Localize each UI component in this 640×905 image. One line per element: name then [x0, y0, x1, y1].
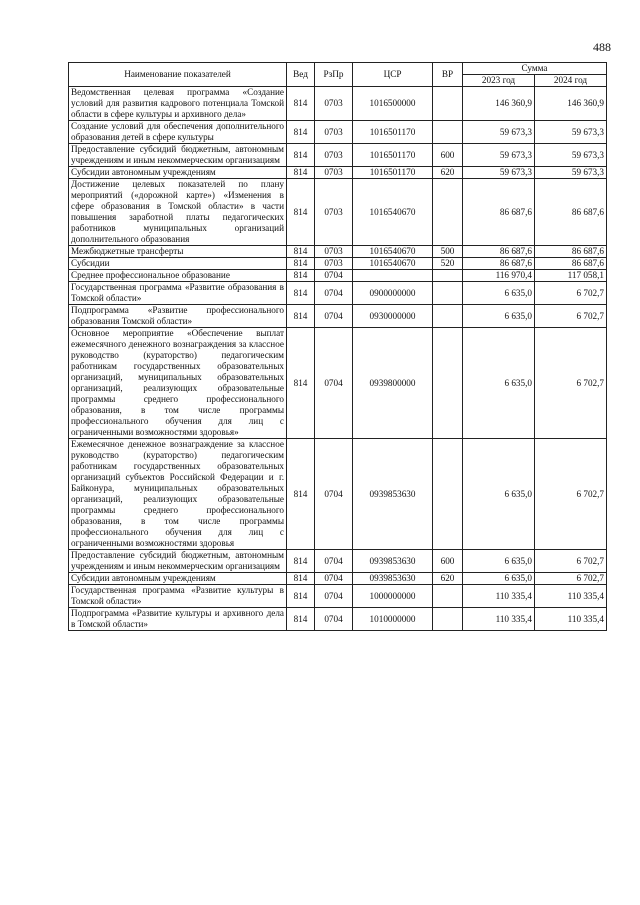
cell-y2023: 6 635,0: [463, 573, 535, 585]
table-row: [69, 167, 607, 179]
cell-y2023: 6 635,0: [463, 328, 535, 439]
table-row: [69, 258, 607, 270]
cell-y2023: 86 687,6: [463, 258, 535, 270]
cell-ved: 814: [287, 87, 315, 121]
cell-vr: [433, 270, 463, 282]
cell-vr: 600: [433, 550, 463, 573]
cell-csr: 0900000000: [353, 282, 433, 305]
cell-rzpr: 0704: [315, 305, 353, 328]
cell-csr: [353, 270, 433, 282]
cell-y2024: 6 702,7: [535, 282, 607, 305]
cell-rzpr: 0704: [315, 328, 353, 439]
cell-csr: 0939800000: [353, 328, 433, 439]
table-row: [69, 282, 607, 305]
cell-ved: 814: [287, 121, 315, 144]
cell-y2024: 6 702,7: [535, 550, 607, 573]
cell-vr: [433, 121, 463, 144]
cell-y2023: 110 335,4: [463, 585, 535, 608]
cell-y2024: 86 687,6: [535, 246, 607, 258]
cell-vr: [433, 608, 463, 631]
cell-y2024: 6 702,7: [535, 328, 607, 439]
table-row: [69, 121, 607, 144]
cell-ved: 814: [287, 585, 315, 608]
cell-name: Ежемесячное денежное вознаграждение за классное руководство (кураторство) педагогическим работникам государственных образовательных организаций субъектов Российской Федерации и г. Байконура, муниципальных образовательных организаций, реализующих образовательные программы среднего профессионального образования, в том числе программы профессионального обучения для лиц с ограниченными возможностями здоровья: [69, 439, 287, 550]
cell-csr: 1016540670: [353, 179, 433, 246]
cell-y2024: 6 702,7: [535, 305, 607, 328]
table-row: [69, 550, 607, 573]
cell-vr: [433, 87, 463, 121]
cell-csr: 1016501170: [353, 121, 433, 144]
cell-y2024: 59 673,3: [535, 167, 607, 179]
cell-y2023: 6 635,0: [463, 305, 535, 328]
cell-vr: 620: [433, 167, 463, 179]
cell-y2023: 6 635,0: [463, 439, 535, 550]
budget-table: [68, 62, 607, 631]
cell-vr: 620: [433, 573, 463, 585]
cell-rzpr: 0704: [315, 550, 353, 573]
cell-ved: 814: [287, 258, 315, 270]
cell-csr: 0939853630: [353, 550, 433, 573]
cell-y2023: 59 673,3: [463, 121, 535, 144]
cell-name: Подпрограмма «Развитие культуры и архивного дела в Томской области»: [69, 608, 287, 631]
cell-y2023: 116 970,4: [463, 270, 535, 282]
cell-csr: 0939853630: [353, 573, 433, 585]
cell-csr: 1000000000: [353, 585, 433, 608]
cell-name: Среднее профессиональное образование: [69, 270, 287, 282]
cell-ved: 814: [287, 179, 315, 246]
table-row: [69, 328, 607, 439]
cell-rzpr: 0704: [315, 439, 353, 550]
cell-name: Достижение целевых показателей по плану мероприятий («дорожной карте») «Изменения в сфере образования в Томской области» в части повышения заработной платы педагогических работников муниципальных организаций дополнительного образования: [69, 179, 287, 246]
table-row: [69, 573, 607, 585]
header-name: Наименование показателей: [69, 63, 287, 87]
cell-y2023: 6 635,0: [463, 282, 535, 305]
cell-rzpr: 0704: [315, 608, 353, 631]
cell-vr: 520: [433, 258, 463, 270]
cell-rzpr: 0703: [315, 246, 353, 258]
cell-y2024: 146 360,9: [535, 87, 607, 121]
header-vr: ВР: [433, 63, 463, 87]
cell-name: Предоставление субсидий бюджетным, автономным учреждениям и иным некоммерческим организациям: [69, 550, 287, 573]
cell-csr: 1016540670: [353, 246, 433, 258]
table-row: [69, 305, 607, 328]
cell-csr: 1016540670: [353, 258, 433, 270]
cell-rzpr: 0703: [315, 258, 353, 270]
cell-ved: 814: [287, 550, 315, 573]
table-body: [69, 87, 607, 631]
cell-ved: 814: [287, 270, 315, 282]
cell-y2023: 86 687,6: [463, 179, 535, 246]
table-row: [69, 585, 607, 608]
cell-vr: [433, 305, 463, 328]
cell-name: Государственная программа «Развитие образования в Томской области»: [69, 282, 287, 305]
cell-rzpr: 0703: [315, 87, 353, 121]
header-2024: 2024 год: [535, 75, 607, 87]
cell-csr: 1016501170: [353, 144, 433, 167]
cell-csr: 1010000000: [353, 608, 433, 631]
cell-csr: 1016501170: [353, 167, 433, 179]
table-row: [69, 179, 607, 246]
cell-name: Межбюджетные трансферты: [69, 246, 287, 258]
cell-ved: 814: [287, 144, 315, 167]
cell-vr: [433, 585, 463, 608]
cell-y2024: 6 702,7: [535, 439, 607, 550]
cell-y2024: 59 673,3: [535, 121, 607, 144]
header-csr: ЦСР: [353, 63, 433, 87]
cell-rzpr: 0704: [315, 573, 353, 585]
cell-ved: 814: [287, 573, 315, 585]
cell-ved: 814: [287, 608, 315, 631]
cell-ved: 814: [287, 282, 315, 305]
cell-name: Предоставление субсидий бюджетным, автономным учреждениям и иным некоммерческим организациям: [69, 144, 287, 167]
header-2023: 2023 год: [463, 75, 535, 87]
table-row: [69, 608, 607, 631]
cell-vr: [433, 328, 463, 439]
cell-ved: 814: [287, 305, 315, 328]
cell-vr: [433, 179, 463, 246]
cell-vr: 600: [433, 144, 463, 167]
cell-name: Ведомственная целевая программа «Создание условий для развития кадрового потенциала Томской области в сфере культуры и архивного дела»: [69, 87, 287, 121]
cell-name: Государственная программа «Развитие культуры в Томской области»: [69, 585, 287, 608]
cell-ved: 814: [287, 439, 315, 550]
cell-csr: 1016500000: [353, 87, 433, 121]
cell-y2023: 146 360,9: [463, 87, 535, 121]
table-row: [69, 439, 607, 550]
cell-name: Субсидии автономным учреждениям: [69, 167, 287, 179]
cell-y2024: 110 335,4: [535, 585, 607, 608]
cell-csr: 0930000000: [353, 305, 433, 328]
cell-y2024: 86 687,6: [535, 179, 607, 246]
cell-name: Основное мероприятие «Обеспечение выплат ежемесячного денежного вознаграждения за классное руководство (кураторство) педагогическим работникам государственных образовательных организаций, муниципальных образовательных организаций, реализующих образовательные программы среднего профессионального образования, в том числе программы профессионального обучения для лиц с ограниченными возможностями здоровья»: [69, 328, 287, 439]
cell-name: Подпрограмма «Развитие профессионального образования Томской области»: [69, 305, 287, 328]
table-row: [69, 246, 607, 258]
cell-y2024: 110 335,4: [535, 608, 607, 631]
cell-rzpr: 0703: [315, 121, 353, 144]
cell-name: Субсидии: [69, 258, 287, 270]
cell-rzpr: 0703: [315, 179, 353, 246]
cell-vr: [433, 282, 463, 305]
cell-rzpr: 0704: [315, 585, 353, 608]
cell-y2023: 59 673,3: [463, 167, 535, 179]
cell-rzpr: 0703: [315, 144, 353, 167]
header-rzpr: РзПр: [315, 63, 353, 87]
cell-y2023: 59 673,3: [463, 144, 535, 167]
cell-ved: 814: [287, 167, 315, 179]
header-ved: Вед: [287, 63, 315, 87]
cell-vr: 500: [433, 246, 463, 258]
cell-name: Создание условий для обеспечения дополнительного образования детей в сфере культуры: [69, 121, 287, 144]
cell-ved: 814: [287, 246, 315, 258]
page-number: 488: [593, 40, 611, 54]
header-row: [69, 63, 607, 75]
table-row: [69, 87, 607, 121]
cell-y2024: 117 058,1: [535, 270, 607, 282]
cell-vr: [433, 439, 463, 550]
cell-y2023: 86 687,6: [463, 246, 535, 258]
cell-y2023: 110 335,4: [463, 608, 535, 631]
cell-rzpr: 0703: [315, 167, 353, 179]
header-sum: Сумма: [463, 63, 607, 75]
cell-csr: 0939853630: [353, 439, 433, 550]
cell-y2024: 86 687,6: [535, 258, 607, 270]
table-row: [69, 144, 607, 167]
cell-ved: 814: [287, 328, 315, 439]
cell-y2024: 6 702,7: [535, 573, 607, 585]
cell-y2024: 59 673,3: [535, 144, 607, 167]
table-row: [69, 270, 607, 282]
cell-rzpr: 0704: [315, 282, 353, 305]
cell-name: Субсидии автономным учреждениям: [69, 573, 287, 585]
cell-rzpr: 0704: [315, 270, 353, 282]
cell-y2023: 6 635,0: [463, 550, 535, 573]
